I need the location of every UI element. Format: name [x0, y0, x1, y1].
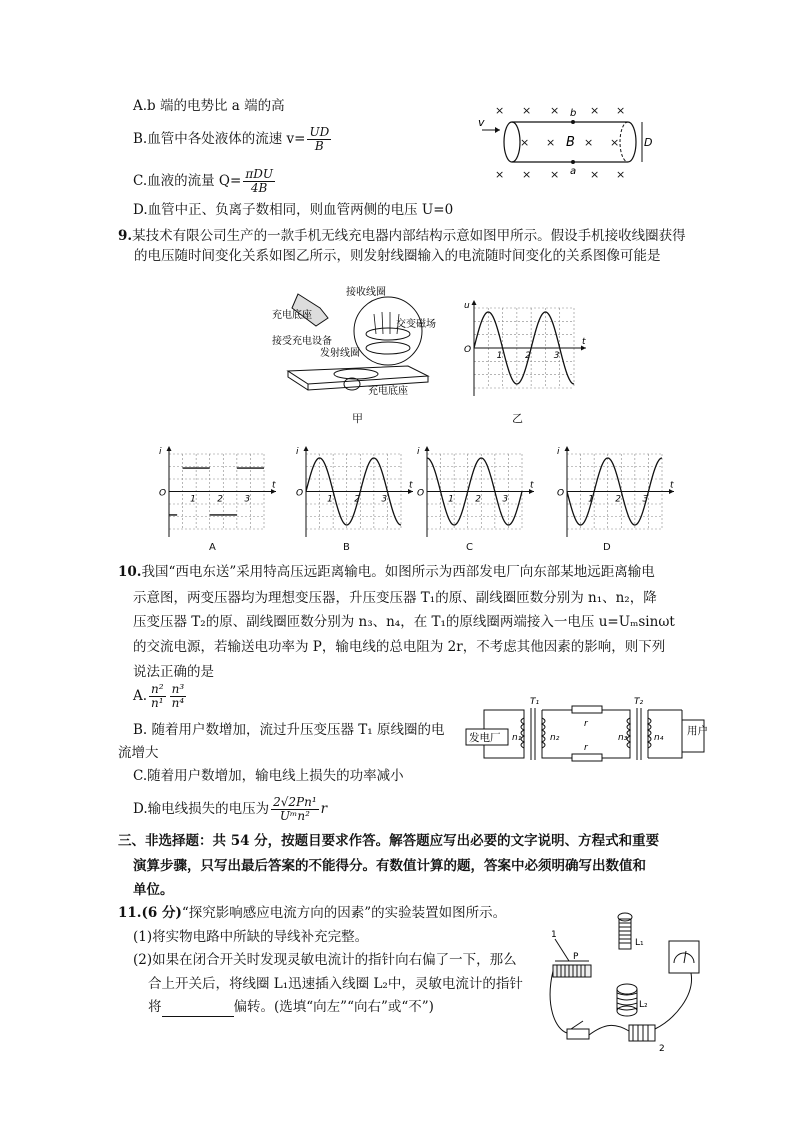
tick-label: 3	[381, 494, 388, 505]
tick-label: 3	[244, 494, 251, 505]
x-axis-label: t	[670, 480, 674, 491]
q10-option-d-suffix: r	[320, 801, 328, 817]
q10-option-d-fraction	[271, 796, 319, 823]
q10-option-d-text: D.输电线损失的电压为	[133, 801, 270, 817]
y-axis-label: i	[557, 447, 560, 457]
tick-label: 2	[525, 351, 531, 361]
label-tx-coil: 发射线圈	[320, 348, 360, 359]
q8-option-b-fraction	[307, 126, 331, 153]
coil-l2-top	[617, 984, 637, 994]
q10-option-b-2: 流增大	[118, 745, 159, 761]
label-r-bottom: r	[584, 743, 588, 753]
origin-label: O	[557, 488, 565, 499]
switch[interactable]	[567, 1029, 589, 1039]
line-resistor-bottom	[572, 754, 602, 761]
cross-mark: ×	[616, 104, 626, 117]
q10-option-a-fraction-2	[170, 683, 187, 710]
fraction-numerator: n³	[171, 682, 185, 696]
label-n1: n₁	[512, 733, 522, 743]
q10-line-5: 说法正确的是	[133, 664, 214, 680]
wire-1	[555, 939, 569, 961]
q9-option-a-chart	[155, 444, 280, 539]
label-l1: L₁	[635, 938, 644, 948]
vessel-left-end	[504, 122, 520, 162]
zoom-circle	[354, 297, 422, 365]
tick-label: 3	[642, 494, 649, 505]
section-3-line-2: 演算步骤，只写出最后答案的不能得分。有数值计算的题，答案中必须明确写出数值和	[133, 858, 646, 874]
question-number: 11.(6 分)	[118, 905, 182, 921]
q11-part-2-b: 合上开关后，将线圈 L₁迅速插入线圈 L₂中，灵敏电流计的指针	[148, 976, 523, 992]
q9-figure-jia	[268, 286, 443, 401]
q9-figure-yi	[460, 298, 590, 398]
field-label-b: B	[566, 135, 575, 150]
y-axis-arrow	[425, 446, 430, 451]
caption-yi: 乙	[512, 412, 523, 425]
q9-text: 某技术有限公司生产的一款手机无线充电器内部结构示意如图甲所示。假设手机接收线圈获得的电压随时间变化关系如图乙所示，则发射线圈输入的电流随时间变化的关系图像可能是	[132, 228, 686, 264]
fraction-denominator: n¹	[151, 696, 164, 710]
q10-line-1	[118, 562, 655, 582]
label-t2: T₂	[634, 697, 644, 707]
q11-stem	[118, 903, 506, 923]
fraction-denominator: 4B	[250, 181, 268, 195]
q11-part-2-a: (2)如果在闭合开关时发现灵敏电流计的指针向右偏了一下，那么	[133, 952, 517, 968]
label-n3: n₃	[618, 733, 628, 743]
question-number: 9.	[118, 228, 133, 244]
label-a: a	[570, 166, 577, 177]
wire-4	[655, 973, 692, 1029]
q10-option-a-fraction-1	[149, 683, 166, 710]
q10-option-d	[133, 796, 327, 823]
label-base-2: 充电底座	[368, 386, 408, 397]
diameter-label: D	[644, 136, 653, 149]
fraction-numerator: n²	[151, 682, 164, 696]
q10-line-4: 的交流电源，若输送电功率为 P，输电线的总电阻为 2r，不考虑其他因素的影响，则下列	[133, 639, 666, 655]
coil-l1-cap	[618, 913, 632, 921]
q9-option-d-chart	[553, 444, 678, 539]
q11-part-2-c-text: 将	[148, 999, 162, 1015]
cross-mark: ×	[495, 104, 505, 117]
q8-option-b	[133, 126, 333, 153]
q11-part-1: (1)将实物电路中所缺的导线补充完整。	[133, 929, 369, 945]
q9-option-b-chart	[292, 444, 417, 539]
label-b: b	[570, 108, 577, 119]
point-a	[571, 160, 575, 164]
tick-label: 2	[217, 494, 224, 505]
q11-part-2-c-suffix: 偏转。(选填“向左”“向右”或“不”)	[233, 999, 434, 1015]
label-base-1: 充电底座	[272, 310, 312, 321]
answer-blank[interactable]	[162, 1002, 234, 1017]
label-r-top: r	[584, 719, 588, 729]
x-axis-label: t	[582, 337, 586, 347]
x-axis-label: t	[272, 480, 276, 491]
q11-text: “探究影响感应电流方向的因素”的实验装置如图所示。	[181, 905, 507, 921]
q8-option-c-text: C.血液的流量 Q=	[133, 173, 242, 189]
cross-mark: ×	[590, 168, 600, 181]
q10-line-2: 示意图，两变压器均为理想变压器，升压变压器 T₁的原、副线圈匝数分别为 n₁、n₂，降	[133, 590, 657, 606]
q10-option-b-1: B. 随着用户数增加，流过升压变压器 T₁ 原线圈的电	[133, 722, 445, 738]
label-1: 1	[551, 930, 557, 940]
wire-3	[550, 971, 567, 1033]
origin-label: O	[417, 488, 425, 499]
cross-mark: ×	[520, 136, 530, 149]
fraction-denominator: Uᵐn²	[279, 809, 310, 823]
cross-mark: ×	[495, 168, 505, 181]
section-3-line-3: 单位。	[133, 882, 174, 898]
label-ac-field: 交变磁场	[396, 319, 436, 330]
label-t1: T₁	[530, 697, 540, 707]
tick-label: 1	[327, 494, 333, 505]
vessel-right-hidden	[620, 122, 628, 162]
y-axis-label: i	[159, 447, 162, 457]
line-resistor-top	[572, 706, 602, 713]
q10-transmission-circuit	[462, 696, 718, 776]
option-label-c: C	[466, 542, 473, 553]
origin-label: O	[296, 488, 304, 499]
q10-option-c: C.随着用户数增加，输电线上损失的功率减小	[133, 768, 404, 784]
wire-2	[589, 1025, 629, 1035]
option-label-b: B	[343, 542, 350, 553]
cross-mark: ×	[522, 104, 532, 117]
point-b	[571, 120, 575, 124]
y-axis-label: i	[296, 447, 299, 457]
cross-mark: ×	[550, 168, 560, 181]
cross-mark: ×	[610, 136, 620, 149]
origin-label: O	[464, 345, 472, 355]
origin-label: O	[159, 488, 167, 499]
y-axis-label: i	[417, 447, 420, 457]
q8-option-a: A.b 端的电势比 a 端的高	[133, 98, 285, 114]
cross-mark: ×	[522, 168, 532, 181]
cross-mark: ×	[546, 136, 556, 149]
option-label-d: D	[603, 542, 611, 553]
q10-text: 我国“西电东送”采用特高压远距离输电。如图所示为西部发电厂向东部某地远距离输电	[141, 564, 655, 580]
tick-label: 1	[588, 494, 594, 505]
label-device: 接受充电设备	[272, 336, 332, 347]
cross-mark: ×	[616, 168, 626, 181]
fraction-numerator: 2√2Pn¹	[273, 795, 317, 809]
tick-label: 3	[502, 494, 509, 505]
label-p: P	[573, 952, 579, 962]
tick-label: 3	[553, 351, 560, 361]
section-3-line-1: 三、非选择题：共 54 分，按题目要求作答。解答题应写出必要的文字说明、方程式和重要	[118, 833, 660, 849]
label-n4: n₄	[654, 733, 664, 743]
tick-label: 2	[475, 494, 482, 505]
cross-mark: ×	[550, 104, 560, 117]
label-receive-coil: 接收线圈	[346, 287, 386, 298]
q10-option-a-text: A.	[133, 688, 148, 704]
power-plant-label: 发电厂	[469, 732, 501, 744]
q11-part-2-c	[148, 997, 434, 1017]
fraction-numerator: πDU	[245, 167, 273, 181]
tick-label: 2	[615, 494, 622, 505]
question-number: 10.	[118, 564, 142, 580]
tick-label: 1	[190, 494, 196, 505]
velocity-arrow-head	[495, 127, 500, 133]
q10-line-3: 压变压器 T₂的原、副线圈匝数分别为 n₃、n₄，在 T₁的原线圈两端接入一电压 u=Uₘsinωt	[133, 614, 675, 630]
q8-option-c	[133, 168, 277, 195]
y-axis-label: u	[464, 301, 470, 311]
tick-label: 1	[496, 351, 503, 361]
tick-label: 1	[448, 494, 454, 505]
q11-apparatus	[545, 905, 705, 1055]
q8-option-d: D.血管中正、负离子数相同，则血管两侧的电压 U=0	[133, 202, 454, 218]
x-axis-label: t	[409, 480, 413, 491]
q8-vessel-figure	[470, 102, 660, 182]
cross-mark: ×	[584, 136, 594, 149]
q8-option-b-text: B.血管中各处液体的流速 v=	[133, 131, 306, 147]
label-l2: L₂	[639, 1000, 648, 1010]
velocity-label: v	[478, 116, 485, 129]
q8-option-c-fraction	[243, 168, 275, 195]
caption-jia: 甲	[352, 412, 363, 425]
galvanometer	[669, 941, 699, 973]
q10-option-a	[133, 683, 188, 710]
q9-stem	[118, 226, 694, 266]
cross-mark: ×	[590, 104, 600, 117]
vessel-right-end	[628, 122, 636, 162]
y-axis-arrow	[472, 300, 477, 305]
label-2: 2	[659, 1044, 665, 1054]
fraction-denominator: B	[314, 139, 324, 153]
option-label-a: A	[209, 542, 216, 553]
label-n2: n₂	[550, 733, 560, 743]
y-axis-arrow	[167, 446, 172, 451]
tick-label: 2	[354, 494, 361, 505]
q9-option-c-chart	[413, 444, 538, 539]
fraction-numerator: UD	[309, 125, 330, 139]
fraction-denominator: n⁴	[171, 696, 185, 710]
y-axis-arrow	[304, 446, 309, 451]
x-axis-label: t	[530, 480, 534, 491]
user-label: 用户	[687, 725, 708, 737]
coil-l2-bottom	[617, 1006, 637, 1016]
y-axis-arrow	[565, 446, 570, 451]
